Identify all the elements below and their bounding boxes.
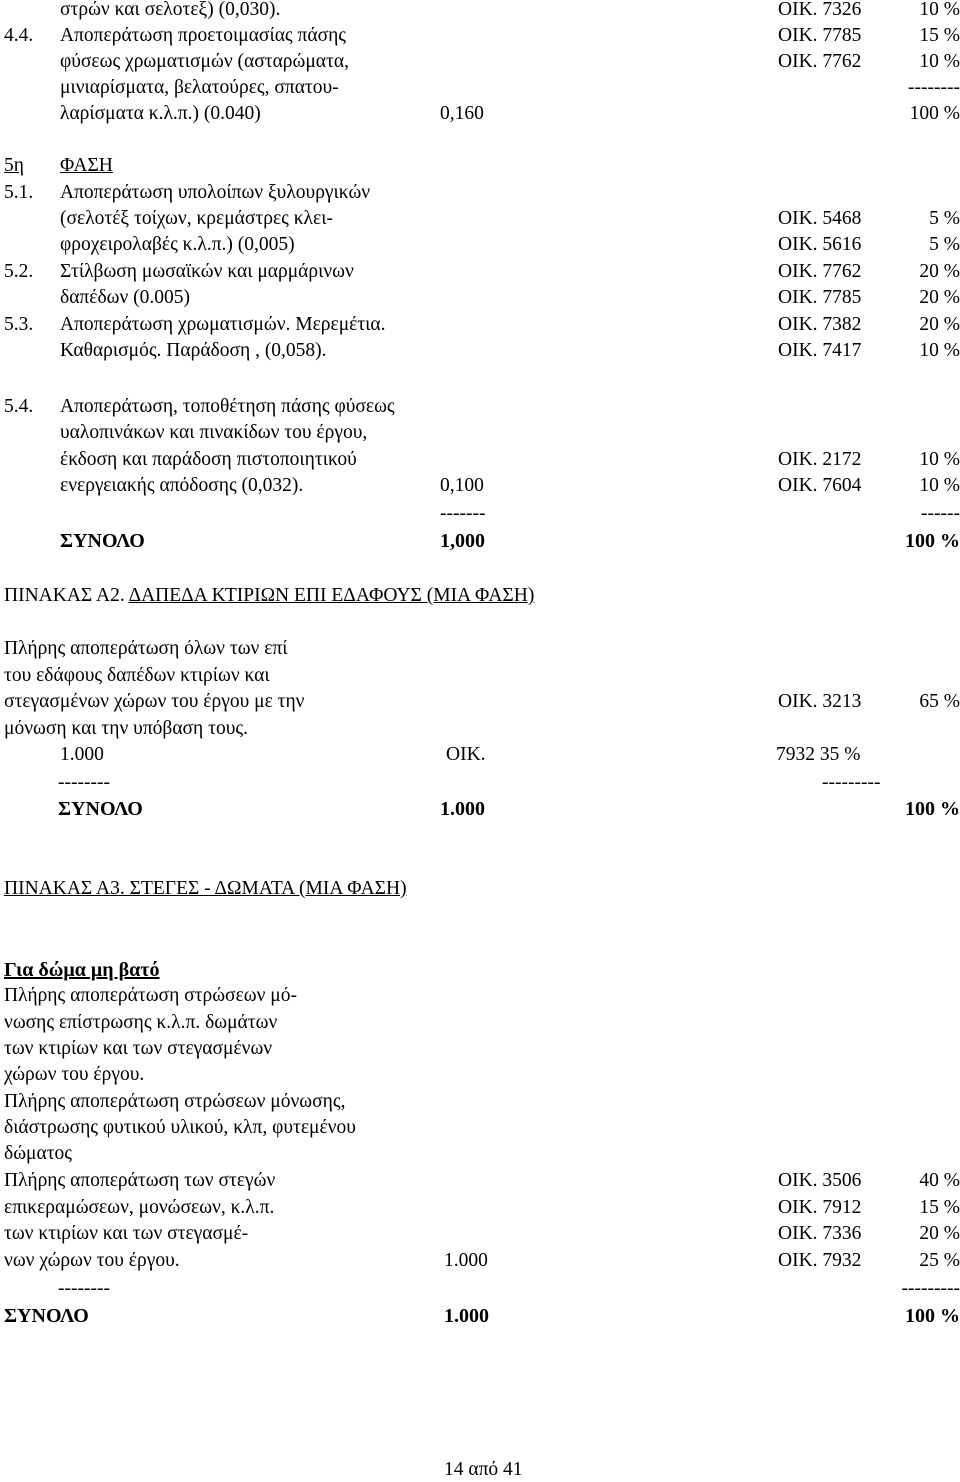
- oik-percentage: 7932 35 %: [776, 744, 861, 765]
- oik-code: ΟΙΚ. 7604: [778, 475, 862, 496]
- table-heading: [4, 584, 534, 608]
- line-text: έκδοση και παράδοση πιστοποιητικού: [60, 449, 357, 470]
- table-heading: ΠΙΝΑΚΑΣ Α3. ΣΤΕΓΕΣ - ΔΩΜΑΤΑ (ΜΙΑ ΦΑΣΗ): [4, 878, 407, 899]
- phase-label: ΦΑΣΗ: [60, 155, 113, 176]
- table-heading-title: ΔΑΠΕΔΑ ΚΤΙΡΙΩΝ ΕΠΙ ΕΔΑΦΟΥΣ (ΜΙΑ ΦΑΣΗ): [128, 585, 535, 606]
- oik-code: ΟΙΚ. 7326: [778, 0, 862, 20]
- line-text: μινιαρίσματα, βελατούρες, σπατου-: [60, 77, 339, 98]
- line-text: μόνωση και την υπόβαση τους.: [4, 718, 248, 739]
- line-text: χώρων του έργου.: [4, 1064, 145, 1085]
- line-text: στεγασμένων χώρων του έργου με την: [4, 691, 305, 712]
- line-text: φροχειρολαβές κ.λ.π.) (0,005): [60, 234, 295, 255]
- line-text: των κτιρίων και των στεγασμένων: [4, 1038, 273, 1059]
- weight-value: 1.000: [444, 1250, 488, 1271]
- oik-code: ΟΙΚ. 7912: [778, 1197, 862, 1218]
- line-text: δώματος: [4, 1143, 73, 1164]
- line-text: (σελοτέξ τοίχων, κρεμάστρες κλει-: [60, 208, 333, 229]
- percentage: 20 %: [919, 261, 960, 282]
- total-weight: 1.000: [440, 798, 485, 820]
- phase-number: 5η: [4, 155, 24, 176]
- line-text: δαπέδων (0.005): [60, 287, 191, 308]
- total-percentage: 100 %: [905, 798, 960, 820]
- total-label: ΣΥΝΟΛΟ: [58, 798, 143, 820]
- line-text: Καθαρισμός. Παράδοση , (0,058).: [60, 340, 327, 361]
- line-text: Αποπεράτωση, τοποθέτηση πάσης φύσεως: [60, 396, 395, 417]
- line-text: επικεραμώσεων, μονώσεων, κ.λ.π.: [4, 1197, 275, 1218]
- line-text: Πλήρης αποπεράτωση όλων των επί: [4, 638, 288, 659]
- table-heading-prefix: ΠΙΝΑΚΑΣ Α2.: [4, 585, 129, 606]
- percentage: 10 %: [919, 475, 960, 496]
- line-text: ενεργειακής απόδοσης (0,032).: [60, 475, 304, 496]
- oik-code: ΟΙΚ. 7785: [778, 25, 862, 46]
- oik-code: ΟΙΚ. 7762: [778, 51, 862, 72]
- line-text: των κτιρίων και των στεγασμέ-: [4, 1223, 249, 1244]
- weight-value: 0,100: [440, 475, 484, 496]
- percentage: 20 %: [919, 287, 960, 308]
- oik-code: ΟΙΚ. 7932: [778, 1250, 862, 1271]
- weight-value: 0,160: [440, 103, 484, 124]
- separator: ---------: [822, 772, 881, 793]
- percentage: 10 %: [919, 51, 960, 72]
- oik-code: ΟΙΚ. 2172: [778, 449, 862, 470]
- percentage: 5 %: [929, 234, 960, 255]
- item-number: 5.1.: [4, 182, 34, 203]
- line-text: Στίλβωση μωσαϊκών και μαρμάρινων: [60, 261, 354, 282]
- percentage: 20 %: [919, 1223, 960, 1244]
- oik-code: ΟΙΚ. 5468: [778, 208, 862, 229]
- percentage: 5 %: [929, 208, 960, 229]
- total-label: ΣΥΝΟΛΟ: [60, 530, 145, 552]
- separator: ------: [921, 503, 960, 524]
- oik-code: ΟΙΚ. 7336: [778, 1223, 862, 1244]
- total-weight: 1.000: [444, 1305, 489, 1327]
- line-text: Πλήρης αποπεράτωση των στεγών: [4, 1170, 276, 1191]
- percentage: 10 %: [919, 449, 960, 470]
- line-text: φύσεως χρωματισμών (ασταρώματα,: [60, 51, 349, 72]
- percentage: 15 %: [919, 1197, 960, 1218]
- percentage: 25 %: [919, 1250, 960, 1271]
- percentage: 10 %: [919, 0, 960, 20]
- separator: --------: [58, 1278, 110, 1299]
- line-text: του εδάφους δαπέδων κτιρίων και: [4, 665, 270, 686]
- line-text: λαρίσματα κ.λ.π.) (0.040): [60, 103, 261, 124]
- line-text: νωσης επίστρωσης κ.λ.π. δωμάτων: [4, 1012, 278, 1033]
- percentage: 15 %: [919, 25, 960, 46]
- percentage: 10 %: [919, 340, 960, 361]
- oik-code: ΟΙΚ. 7762: [778, 261, 862, 282]
- weight-value: 1.000: [60, 744, 104, 765]
- line-text: Αποπεράτωση προετοιμασίας πάσης: [60, 25, 346, 46]
- total-percentage: 100 %: [905, 530, 960, 552]
- oik-code: ΟΙΚ. 7382: [778, 314, 862, 335]
- item-number: 4.4.: [4, 25, 34, 46]
- total-label: ΣΥΝΟΛΟ: [4, 1305, 89, 1327]
- separator: ---------: [901, 1278, 960, 1299]
- line-text: Πλήρης αποπεράτωση στρώσεων μόνωσης,: [4, 1091, 346, 1112]
- item-number: 5.4.: [4, 396, 34, 417]
- percentage: 100 %: [909, 103, 960, 124]
- total-weight: 1,000: [440, 530, 485, 552]
- subheading: Για δώμα μη βατό: [4, 959, 160, 981]
- line-text: στρών και σελοτεξ) (0,030).: [60, 0, 281, 20]
- oik-code: ΟΙΚ. 3213: [778, 691, 862, 712]
- separator: --------: [908, 77, 960, 98]
- line-text: Αποπεράτωση υπολοίπων ξυλουργικών: [60, 182, 371, 203]
- line-text: υαλοπινάκων και πινακίδων του έργου,: [60, 422, 368, 443]
- separator: --------: [58, 772, 110, 793]
- percentage: 65 %: [919, 691, 960, 712]
- oik-code: ΟΙΚ.: [446, 744, 486, 765]
- oik-code: ΟΙΚ. 7417: [778, 340, 862, 361]
- item-number: 5.2.: [4, 261, 34, 282]
- line-text: Πλήρης αποπεράτωση στρώσεων μό-: [4, 985, 297, 1006]
- line-text: Αποπεράτωση χρωματισμών. Μερεμέτια.: [60, 314, 386, 335]
- percentage: 40 %: [919, 1170, 960, 1191]
- line-text: διάστρωσης φυτικού υλικού, κλπ, φυτεμένου: [4, 1117, 356, 1138]
- percentage: 20 %: [919, 314, 960, 335]
- page-number: 14 από 41: [444, 1459, 523, 1480]
- item-number: 5.3.: [4, 314, 34, 335]
- total-percentage: 100 %: [905, 1305, 960, 1327]
- oik-code: ΟΙΚ. 7785: [778, 287, 862, 308]
- oik-code: ΟΙΚ. 5616: [778, 234, 862, 255]
- oik-code: ΟΙΚ. 3506: [778, 1170, 862, 1191]
- separator: -------: [440, 503, 486, 524]
- line-text: νων χώρων του έργου.: [4, 1250, 180, 1271]
